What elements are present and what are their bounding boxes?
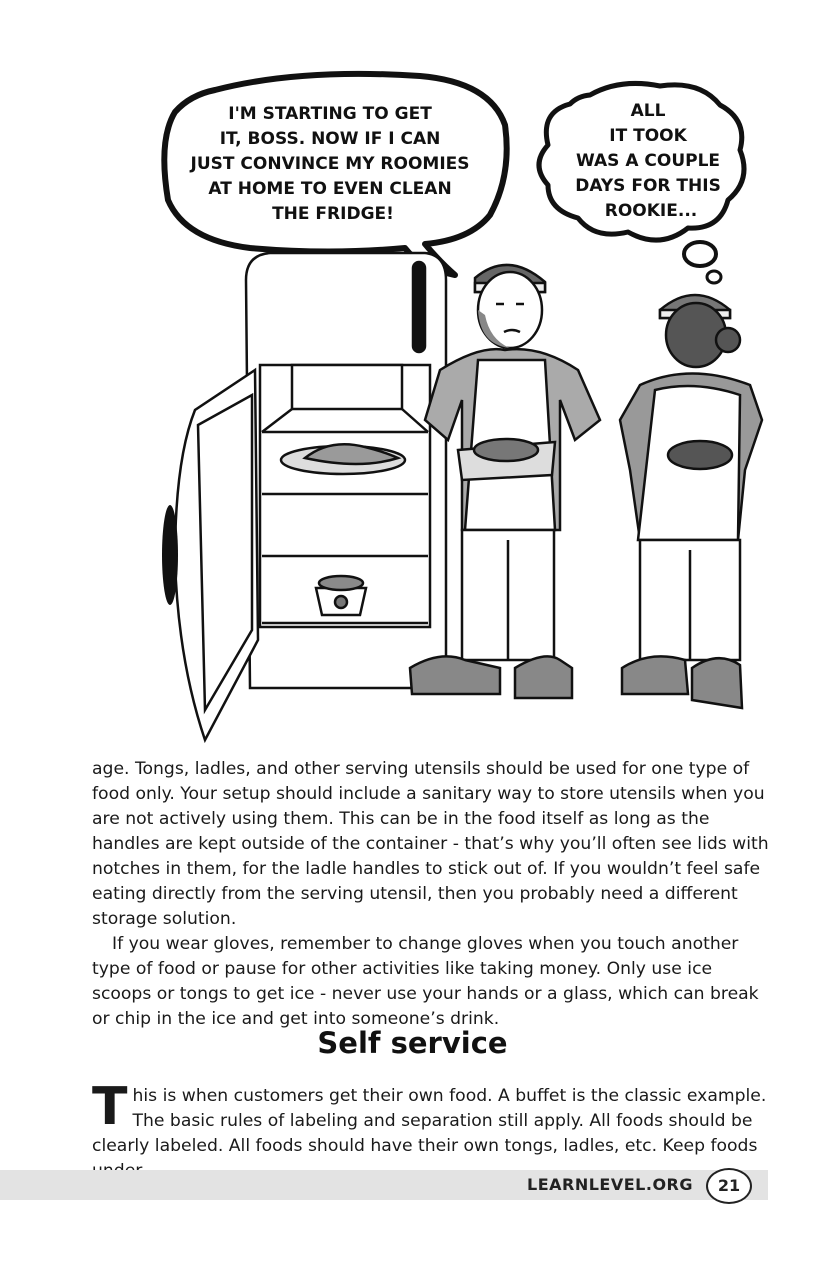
speech-line-1: I'M STARTING TO GET (228, 104, 432, 124)
thought-line-3: WAS A COUPLE (576, 151, 721, 171)
footer-site-link: LEARNLEVEL.ORG (527, 1175, 693, 1194)
refrigerator (162, 253, 446, 740)
body-paragraph-3-text: his is when customers get their own food. A buffet is the classic example. The basic rules of labeling and separation still apply. All foods should be clearly labeled. All foods should have their own tongs, ladles, etc. Keep foods (92, 1086, 767, 1156)
section-heading: Self service (317, 1026, 508, 1060)
speech-line-5: THE FRIDGE! (272, 204, 394, 224)
body-paragraph-3 (92, 1077, 772, 1184)
thought-line-2: IT TOOK (609, 126, 687, 146)
thought-bubble (539, 83, 744, 283)
speech-line-3: JUST CONVINCE MY ROOMIES (190, 154, 470, 174)
boss-character (620, 295, 762, 708)
speech-line-4: AT HOME TO EVEN CLEAN (208, 179, 452, 199)
speech-line-2: IT, BOSS. NOW IF I CAN (219, 129, 441, 149)
drop-cap: T (92, 1077, 128, 1137)
body-paragraph-1: age. Tongs, ladles, and other serving utensils should be used for one type of food only. Your setup should include a sanitary way to store utensils when you are not actively using them. This can be in the food itself as long as the handles are kept outside of the container - that’s why you’ll often see lids with notches in them, for the ladle handles to stick out of. If you wouldn’t feel safe eating directly from the serving utensil, then you probably need a different storage solution. If you wear gloves, remember to change gloves when you touch another type of food or pause for other activities like taking money. Only use ice scoops or tongs to get ice - never use your hands or a glass, which can break or chip in the ice and get into someone’s drink. (92, 757, 772, 1032)
thought-line-1: ALL (630, 101, 666, 121)
thought-line-4: DAYS FOR THIS (575, 176, 721, 196)
body-paragraph-2: If you wear gloves, remember to change gloves when you touch another type of food or pause for other activities like taking money. Only use ice scoops or tongs to get ice - never use your hands or a glass, which can break or chip in the ice and get into someone’s drink. (92, 934, 759, 1029)
page-number: 21 (706, 1168, 752, 1204)
speech-bubble (164, 74, 506, 275)
thought-line-5: ROOKIE... (604, 201, 698, 221)
